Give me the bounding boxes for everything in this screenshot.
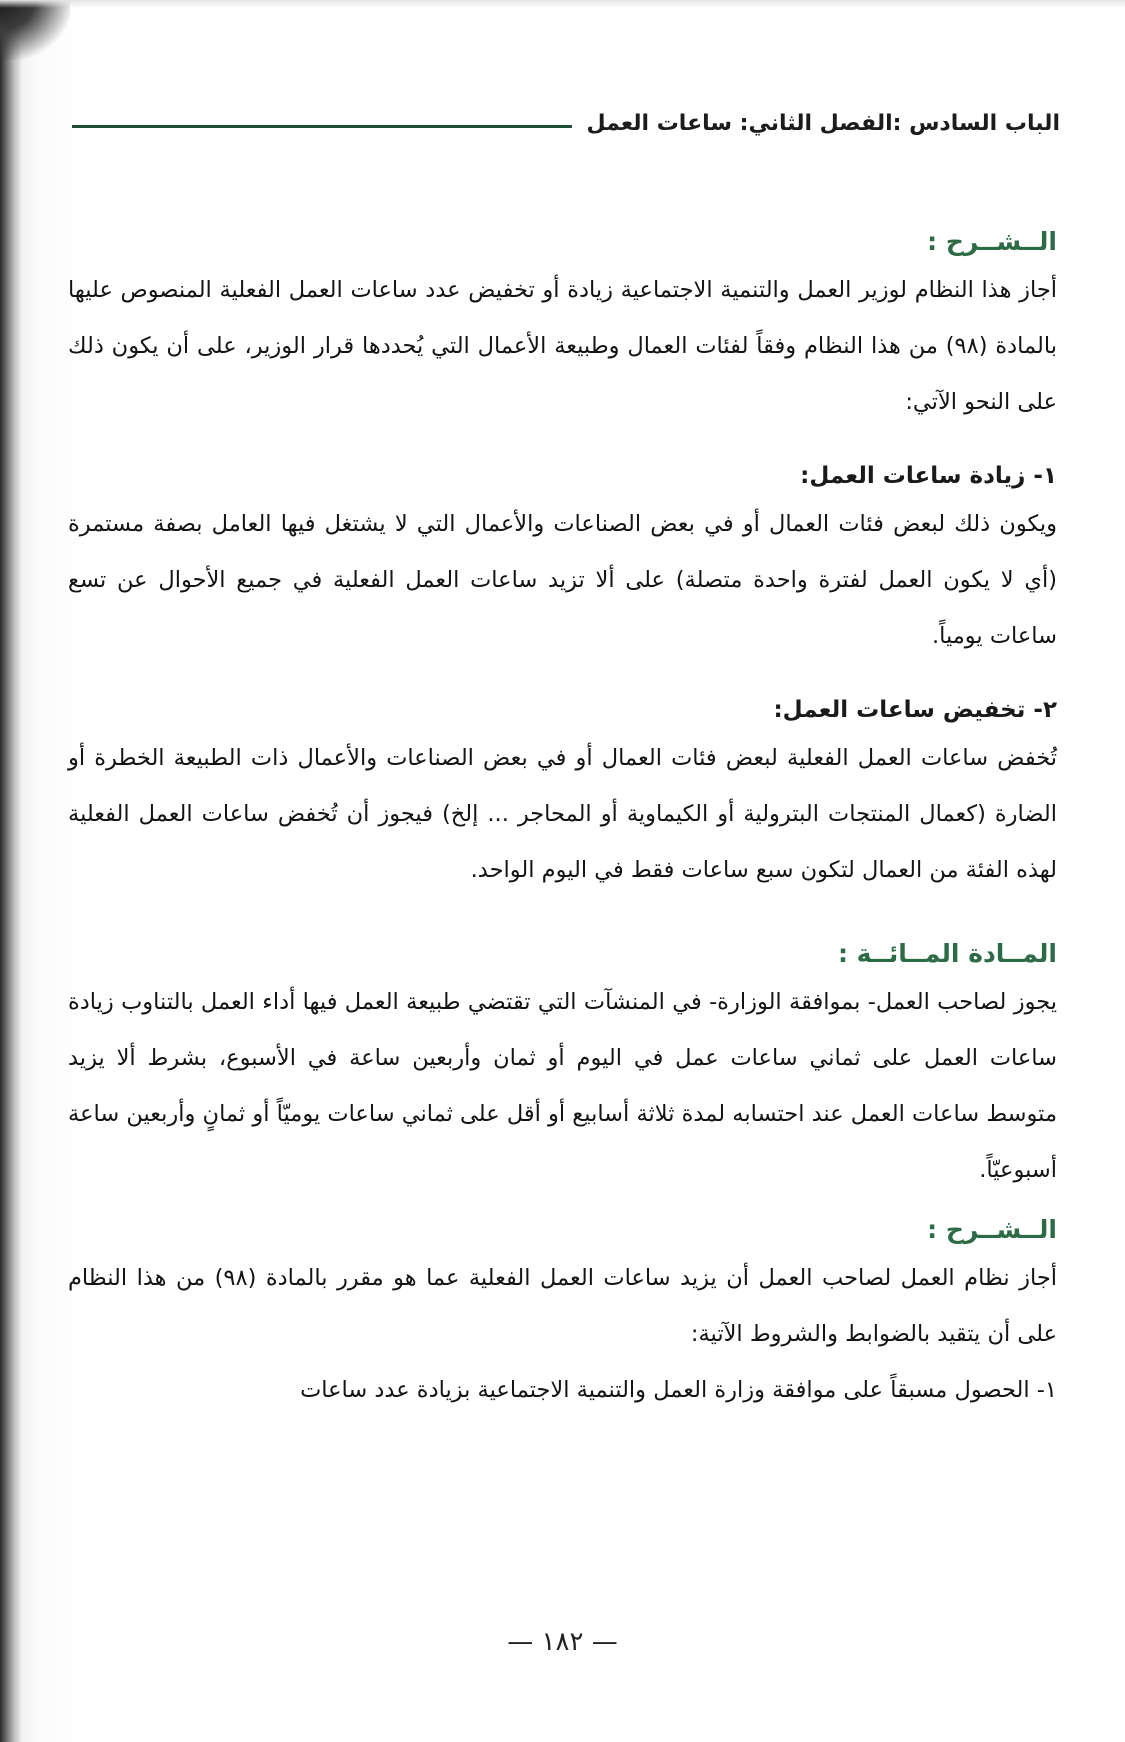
book-spine-corner (0, 0, 70, 60)
running-header (72, 108, 1060, 138)
explanation-heading-2: الــشــرح : (927, 1215, 1057, 1244)
increase-hours-heading: ١- زيادة ساعات العمل: (800, 463, 1057, 489)
explanation-heading: الــشــرح : (927, 227, 1057, 256)
article-100-heading: المــادة المــائــة : (837, 939, 1057, 968)
article-100-text: يجوز لصاحب العمل- بموافقة الوزارة- في المنشآت التي تقتضي طبيعة العمل فيها أداء العمل بالتناوب زيادة ساعات العمل على ثماني ساعات عمل في اليوم أو ثمان وأربعين ساعة في الأسبوع، بشرط ألا يزيد متوسط ساعات العمل عند احتسابه لمدة ثلاثة أسابيع أو أقل على ثماني ساعات يوميّاً أو ثمانٍ وأربعين ساعة أسبوعيّاً. (68, 989, 1057, 1183)
increase-hours-text: ويكون ذلك لبعض فئات العمال أو في بعض الصناعات والأعمال التي لا يشتغل فيها العامل بصفة مستمرة (أي لا يكون العمل لفترة واحدة متصلة) على ألا تزيد ساعات العمل الفعلية في جميع الأحوال عن تسع ساعات يومياً. (68, 511, 1057, 649)
spacer (68, 898, 1057, 934)
spacer (68, 1198, 1057, 1210)
explanation-2-item-1: ١- الحصول مسبقاً على موافقة وزارة العمل والتنمية الاجتماعية بزيادة عدد ساعات (300, 1377, 1057, 1403)
explanation-2-intro: أجاز نظام العمل لصاحب العمل أن يزيد ساعات العمل الفعلية عما هو مقرر بالمادة (٩٨) من هذا النظام على أن يتقيد بالضوابط والشروط الآتية: (68, 1265, 1057, 1347)
reduce-hours-text: تُخفض ساعات العمل الفعلية لبعض فئات العمال أو في بعض الصناعات والأعمال ذات الطبيعة الخطرة أو الضارة (كعمال المنتجات البترولية أو الكيماوية أو المحاجر ... إلخ) فيجوز أن تُخفض ساعات العمل الفعلية لهذه الفئة من العمال لتكون سبع ساعات فقط في اليوم الواحد. (68, 745, 1057, 883)
spacer (68, 430, 1057, 456)
chapter-title: الباب السادس :الفصل الثاني: ساعات العمل (586, 110, 1060, 136)
book-spine-shadow (0, 0, 22, 1742)
spacer (68, 664, 1057, 690)
header-rule (72, 125, 572, 128)
page-top-edge (0, 0, 1125, 8)
page-number: — ١٨٢ — (507, 1627, 618, 1657)
page-content (68, 222, 1057, 1418)
explanation-intro: أجاز هذا النظام لوزير العمل والتنمية الاجتماعية زيادة أو تخفيض عدد ساعات العمل الفعلية المنصوص عليها بالمادة (٩٨) من هذا النظام وفقاً لفئات العمال وطبيعة الأعمال التي يُحددها قرار الوزير، على أن يكون ذلك على النحو الآتي: (68, 277, 1057, 415)
reduce-hours-heading: ٢- تخفيض ساعات العمل: (773, 697, 1057, 723)
